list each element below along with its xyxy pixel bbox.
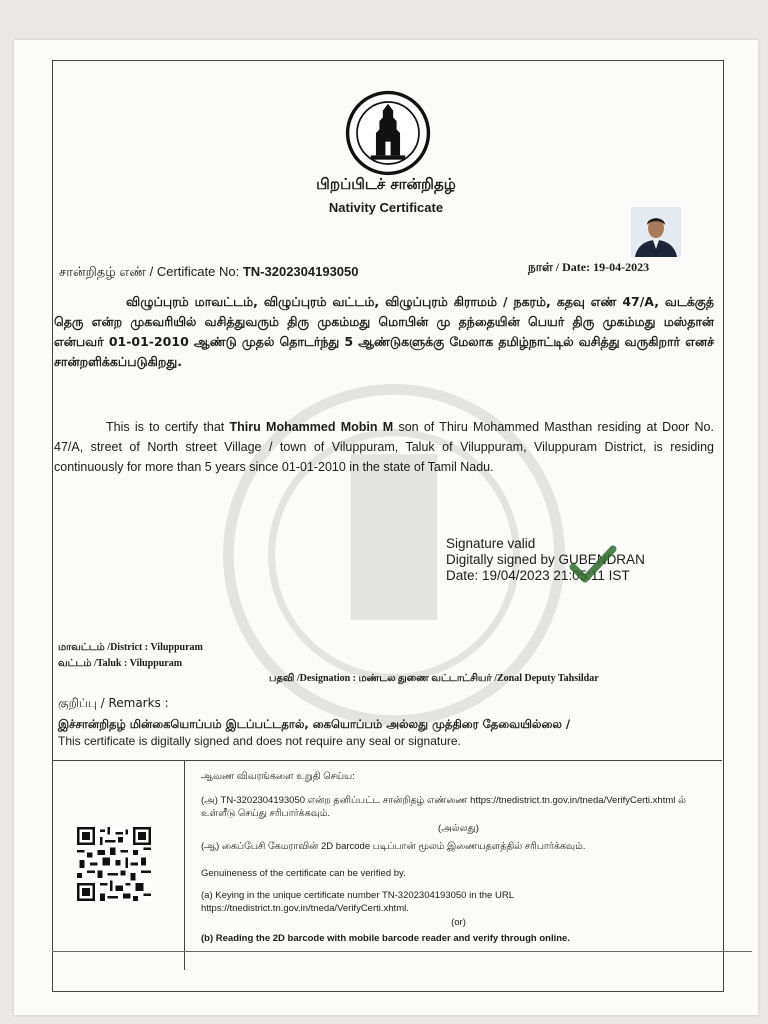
signature-signer: Digitally signed by GUBENDRAN (446, 552, 645, 567)
verify-or-tamil: (அல்லது) (438, 823, 479, 834)
verify-heading-english: Genuineness of the certificate can be verified by. (201, 868, 406, 879)
page-bottom-rule (52, 951, 752, 952)
qr-code-icon (77, 827, 151, 901)
verify-or-english: (or) (451, 917, 466, 928)
verify-heading-tamil: ஆவண விவரங்களை உறுதி செய்ய: (201, 771, 355, 782)
title-tamil: பிறப்பிடச் சான்றிதழ் (316, 175, 456, 193)
issue-date: நாள் / Date: 19-04-2023 (528, 260, 650, 274)
remarks-heading: குறிப்பு / Remarks : (58, 696, 169, 710)
certificate-sheet (14, 40, 758, 1015)
taluk-line: வட்டம் /Taluk : Viluppuram (58, 658, 183, 669)
verify-option-a-english: (a) Keying in the unique certificate number TN-3202304193050 in the URL https://tnedistrict.tn.gov.in/tneda/VerifyCerti.xhtml. (201, 890, 514, 914)
title-english: Nativity Certificate (328, 200, 444, 215)
district-taluk (58, 640, 203, 672)
tamil-nadu-emblem-icon (345, 90, 431, 176)
district-line: மாவட்டம் /District : Viluppuram (58, 642, 203, 653)
body-paragraph-english: This is to certify that Thiru Mohammed Mobin M son of Thiru Mohammed Masthan residing at Door No. 47/A, street of North street Village / town of Viluppuram, Taluk of Viluppuram, Viluppuram District, is residing continuously for more than 5 years since 01-01-2010 in the state of Tamil Nadu. (54, 420, 714, 474)
certificate-number: சான்றிதழ் எண் / Certificate No: TN-3202304193050 (59, 264, 359, 279)
verify-option-b-english: (b) Reading the 2D barcode with mobile barcode reader and verify through online. (201, 933, 570, 944)
signature-date: Date: 19/04/2023 21:05:11 IST (446, 568, 630, 583)
applicant-photo (631, 207, 681, 257)
designation-line: பதவி /Designation : மண்டல துணை வட்டாட்சியர் /Zonal Deputy Tahsildar (269, 673, 599, 684)
body-paragraph-tamil: விழுப்புரம் மாவட்டம், விழுப்புரம் வட்டம், விழுப்புரம் கிராமம் / நகரம், கதவு எண் 47/A, வடக்குத் தெரு என்ற முகவரியில் வசித்துவரும் திரு முகம்மது மொபின் மு தந்தையின் பெயர் திரு முகம்மது மஸ்தான் என்பவர் 01-01-2010 ஆண்டு முதல் தொடர்ந்து 5 ஆண்டுகளுக்கு மேலாக தமிழ்நாட்டில் வசித்து வருகிறார் எனச் சான்றளிக்கப்படுகிறது. (54, 294, 714, 369)
signature-status: Signature valid (446, 536, 536, 551)
verify-option-a-tamil: (அ) TN-3202304193050 என்ற தனிப்பட்ட சான்றிதழ் எண்ணை https://tnedistrict.tn.gov.in/tneda/VerifyCerti.xhtml ல் உள்ளீடு செய்து சரிபார்க்கவும். (201, 795, 686, 819)
verification-divider (184, 760, 185, 970)
checkmark-icon (569, 545, 617, 585)
verify-option-b-tamil: (ஆ) கைப்பேசி கேமராவின் 2D barcode படிப்பான் மூலம் இணையதளத்தில் சரிபார்க்கவும். (201, 841, 586, 852)
remarks-text-tamil: இச்சான்றிதழ் மின்கையொப்பம் இடப்பட்டதால், கையொப்பம் அல்லது முத்திரை தேவையில்லை / (58, 717, 571, 731)
remarks-text-english: This certificate is digitally signed and does not require any seal or signature. (58, 734, 461, 748)
person-photo-icon (631, 207, 681, 257)
